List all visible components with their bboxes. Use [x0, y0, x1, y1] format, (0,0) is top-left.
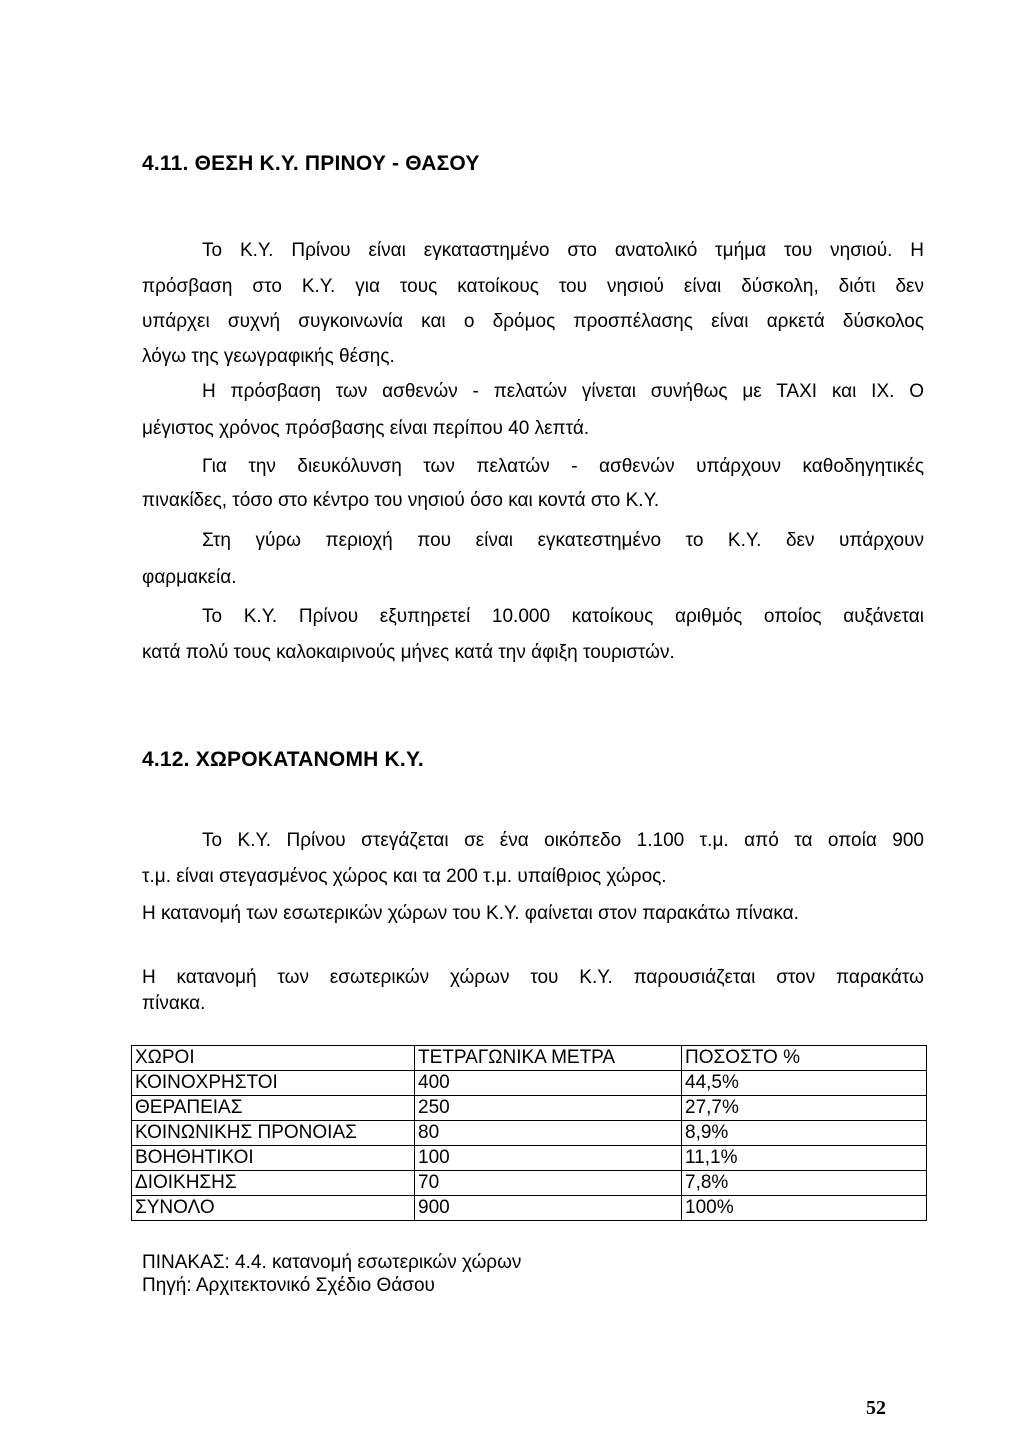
table-cell: ΣΥΝΟΛΟ: [132, 1196, 415, 1221]
paragraph-line: φαρμακεία.: [142, 567, 237, 588]
paragraph-line: Στη γύρω περιοχή που είναι εγκατεστημένο το Κ.Υ. δεν υπάρχουν: [202, 530, 924, 551]
table-cell: 400: [415, 1071, 682, 1096]
paragraph-line: Το Κ.Υ. Πρίνου είναι εγκαταστημένο στο ανατολικό τμήμα του νησιού. Η: [202, 240, 924, 261]
table-cell: 900: [415, 1196, 682, 1221]
table-cell: 80: [415, 1121, 682, 1146]
table-header-cell: ΧΩΡΟΙ: [132, 1046, 415, 1071]
page-number: 52: [866, 1397, 886, 1419]
paragraph-line: πίνακα.: [142, 993, 206, 1014]
table-cell: 44,5%: [682, 1071, 927, 1096]
table-caption: ΠΙΝΑΚΑΣ: 4.4. κατανομή εσωτερικών χώρων: [142, 1252, 522, 1273]
table-cell: 8,9%: [682, 1121, 927, 1146]
paragraph-line: Η κατανομή των εσωτερικών χώρων του Κ.Υ. φαίνεται στον παρακάτω πίνακα.: [142, 903, 799, 924]
space-allocation-table: [131, 1045, 927, 1221]
table-header-cell: ΤΕΤΡΑΓΩΝΙΚΑ ΜΕΤΡΑ: [415, 1046, 682, 1071]
paragraph-line: υπάρχει συχνή συγκοινωνία και ο δρόμος προσπέλασης είναι αρκετά δύσκολος: [142, 311, 924, 332]
paragraph-line: κατά πολύ τους καλοκαιρινούς μήνες κατά την άφιξη τουριστών.: [142, 642, 675, 663]
table-cell: 7,8%: [682, 1171, 927, 1196]
paragraph-line: μέγιστος χρόνος πρόσβασης είναι περίπου 40 λεπτά.: [142, 418, 590, 439]
paragraph-line: Για την διευκόλυνση των πελατών - ασθενών υπάρχουν καθοδηγητικές: [202, 456, 924, 477]
table-cell: 27,7%: [682, 1096, 927, 1121]
table-header-cell: ΠΟΣΟΣΤΟ %: [682, 1046, 927, 1071]
table-cell: ΔΙΟΙΚΗΣΗΣ: [132, 1171, 415, 1196]
table-cell: 11,1%: [682, 1146, 927, 1171]
table-cell: ΘΕΡΑΠΕΙΑΣ: [132, 1096, 415, 1121]
table-header-row: [132, 1046, 927, 1071]
table-cell: 100%: [682, 1196, 927, 1221]
table-cell: 100: [415, 1146, 682, 1171]
table-cell: ΚΟΙΝΩΝΙΚΗΣ ΠΡΟΝΟΙΑΣ: [132, 1121, 415, 1146]
table-row: [132, 1096, 927, 1121]
table-row: [132, 1146, 927, 1171]
paragraph-line: Η πρόσβαση των ασθενών - πελατών γίνεται συνήθως με ΤΑΧΙ και ΙΧ. Ο: [202, 381, 924, 402]
table-row: [132, 1121, 927, 1146]
paragraph-line: πινακίδες, τόσο στο κέντρο του νησιού όσο και κοντά στο Κ.Υ.: [142, 490, 660, 511]
table-cell: ΚΟΙΝΟΧΡΗΣΤΟΙ: [132, 1071, 415, 1096]
paragraph-line: λόγω της γεωγραφικής θέσης.: [142, 346, 395, 367]
table-row: [132, 1196, 927, 1221]
table-cell: 70: [415, 1171, 682, 1196]
section-heading-4-11: 4.11. ΘΕΣΗ Κ.Υ. ΠΡΙΝΟΥ - ΘΑΣΟΥ: [142, 152, 480, 175]
paragraph-line: Το Κ.Υ. Πρίνου εξυπηρετεί 10.000 κατοίκους αριθμός οποίος αυξάνεται: [202, 606, 924, 627]
paragraph-line: πρόσβαση στο Κ.Υ. για τους κατοίκους του νησιού είναι δύσκολη, διότι δεν: [142, 276, 924, 297]
table-row: [132, 1071, 927, 1096]
paragraph-line: τ.μ. είναι στεγασμένος χώρος και τα 200 τ.μ. υπαίθριος χώρος.: [142, 866, 667, 887]
section-heading-4-12: 4.12. ΧΩΡΟΚΑΤΑΝΟΜΗ Κ.Υ.: [142, 748, 424, 771]
table-cell: ΒΟΗΘΗΤΙΚΟΙ: [132, 1146, 415, 1171]
table-row: [132, 1171, 927, 1196]
paragraph-line: Η κατανομή των εσωτερικών χώρων του Κ.Υ. παρουσιάζεται στον παρακάτω: [142, 967, 924, 988]
table-source: Πηγή: Αρχιτεκτονικό Σχέδιο Θάσου: [142, 1275, 435, 1296]
table-cell: 250: [415, 1096, 682, 1121]
paragraph-line: Το Κ.Υ. Πρίνου στεγάζεται σε ένα οικόπεδο 1.100 τ.μ. από τα οποία 900: [202, 830, 924, 851]
